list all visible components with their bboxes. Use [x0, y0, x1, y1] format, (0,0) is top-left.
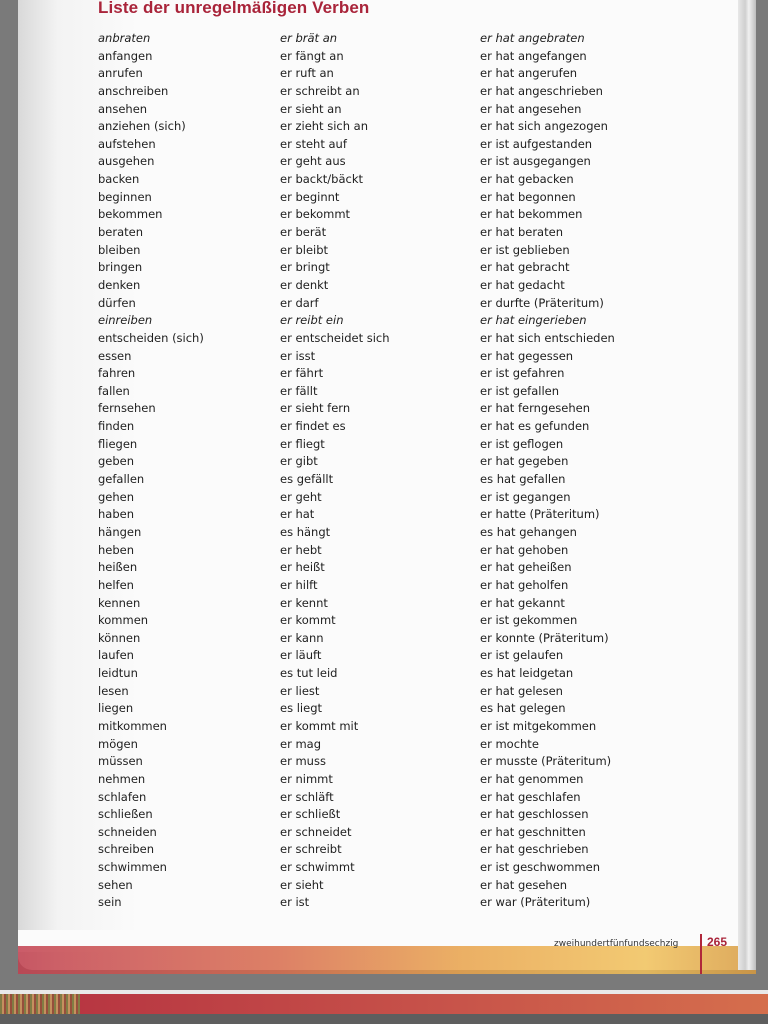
verb-present: er läuft [280, 648, 322, 663]
verb-infinitive: bleiben [98, 242, 141, 257]
verb-infinitive: bekommen [98, 207, 163, 222]
verb-infinitive: ansehen [98, 101, 148, 116]
verb-row [98, 365, 678, 383]
verb-perfect: er hat angefangen [480, 48, 587, 63]
verb-row [98, 489, 678, 507]
verb-infinitive: denken [98, 277, 141, 292]
verb-infinitive: anfangen [98, 48, 153, 63]
footer-divider [700, 934, 702, 974]
verb-perfect: er ist ausgegangen [480, 154, 591, 169]
verb-present: er hat [280, 507, 315, 522]
verb-present: er backt/bäckt [280, 172, 364, 187]
verb-row [98, 30, 678, 48]
verb-present: er bleibt [280, 242, 329, 257]
verb-perfect: er hat es gefunden [480, 419, 590, 434]
verb-perfect: er ist mitgekommen [480, 718, 597, 733]
verb-row [98, 383, 678, 401]
verb-perfect: er ist geschwommen [480, 860, 600, 875]
background-strip [0, 1014, 768, 1024]
verb-row [98, 700, 678, 718]
verb-row [98, 277, 678, 295]
verb-present: er hebt [280, 542, 322, 557]
verb-row [98, 312, 678, 330]
verb-infinitive: ausgehen [98, 154, 155, 169]
verb-present: er ist [280, 895, 310, 910]
verb-perfect: er hat gehoben [480, 542, 569, 557]
verb-infinitive: kommen [98, 613, 149, 628]
verb-perfect: er hat ferngesehen [480, 401, 590, 416]
verb-perfect: er hat eingerieben [480, 313, 587, 328]
verb-infinitive: gefallen [98, 472, 145, 487]
verb-table [98, 30, 678, 912]
verb-perfect: er hat bekommen [480, 207, 583, 222]
verb-perfect: er hatte (Präteritum) [480, 507, 600, 522]
verb-infinitive: geben [98, 454, 135, 469]
under-page-band [0, 994, 768, 1014]
verb-infinitive: mögen [98, 736, 138, 751]
verb-row [98, 330, 678, 348]
page-number: 265 [707, 935, 728, 949]
verb-row [98, 206, 678, 224]
verb-infinitive: laufen [98, 648, 134, 663]
verb-perfect: er ist geflogen [480, 436, 564, 451]
verb-present: er ruft an [280, 66, 334, 81]
verb-infinitive: anrufen [98, 66, 143, 81]
verb-infinitive: entscheiden (sich) [98, 330, 204, 345]
verb-present: er beginnt [280, 189, 340, 204]
verb-row [98, 436, 678, 454]
verb-infinitive: anziehen (sich) [98, 119, 186, 134]
verb-row [98, 612, 678, 630]
verb-perfect: er ist geblieben [480, 242, 570, 257]
verb-perfect: er hat gegeben [480, 454, 569, 469]
verb-perfect: er konnte (Präteritum) [480, 630, 609, 645]
verb-present: er mag [280, 736, 322, 751]
verb-infinitive: leidtun [98, 666, 138, 681]
verb-row [98, 471, 678, 489]
verb-infinitive: schneiden [98, 824, 157, 839]
verb-perfect: er durfte (Präteritum) [480, 295, 604, 310]
verb-present: er nimmt [280, 771, 333, 786]
verb-present: es gefällt [280, 472, 334, 487]
verb-row [98, 418, 678, 436]
verb-present: er entscheidet sich [280, 330, 390, 345]
verb-infinitive: lesen [98, 683, 129, 698]
verb-perfect: es hat leidgetan [480, 666, 574, 681]
verb-present: er muss [280, 754, 326, 769]
verb-perfect: er hat angerufen [480, 66, 578, 81]
verb-row [98, 48, 678, 66]
verb-present: er fällt [280, 383, 318, 398]
verb-present: er isst [280, 348, 316, 363]
verb-present: er brät an [280, 31, 338, 45]
verb-perfect: er hat geschrieben [480, 842, 589, 857]
verb-infinitive: helfen [98, 577, 134, 592]
verb-infinitive: bringen [98, 260, 143, 275]
verb-present: er hilft [280, 577, 318, 592]
verb-row [98, 153, 678, 171]
verb-present: er kommt mit [280, 718, 359, 733]
verb-present: er schließt [280, 807, 341, 822]
verb-present: er sieht [280, 877, 324, 892]
verb-perfect: er war (Präteritum) [480, 895, 591, 910]
verb-row [98, 877, 678, 895]
verb-infinitive: fliegen [98, 436, 138, 451]
verb-perfect: es hat gehangen [480, 524, 577, 539]
verb-present: er liest [280, 683, 320, 698]
verb-present: er fliegt [280, 436, 325, 451]
verb-row [98, 101, 678, 119]
verb-row [98, 224, 678, 242]
verb-infinitive: heben [98, 542, 135, 557]
verb-perfect: er ist gekommen [480, 613, 578, 628]
verb-row [98, 242, 678, 260]
verb-present: er reibt ein [280, 313, 344, 328]
verb-present: er kennt [280, 595, 328, 610]
verb-infinitive: schreiben [98, 842, 155, 857]
verb-row [98, 65, 678, 83]
verb-perfect: er hat gedacht [480, 277, 565, 292]
verb-infinitive: fernsehen [98, 401, 156, 416]
verb-row [98, 771, 678, 789]
verb-row [98, 753, 678, 771]
verb-infinitive: schlafen [98, 789, 147, 804]
verb-infinitive: können [98, 630, 141, 645]
verb-row [98, 841, 678, 859]
verb-present: er findet es [280, 419, 346, 434]
verb-present: er schneidet [280, 824, 352, 839]
verb-perfect: er ist gefallen [480, 383, 560, 398]
page-edge [738, 0, 756, 970]
verb-row [98, 718, 678, 736]
verb-perfect: er hat geschnitten [480, 824, 586, 839]
verb-infinitive: finden [98, 419, 135, 434]
verb-infinitive: müssen [98, 754, 143, 769]
book-page [18, 0, 756, 970]
verb-row [98, 542, 678, 560]
verb-present: es hängt [280, 524, 331, 539]
verb-infinitive: haben [98, 507, 134, 522]
verb-infinitive: hängen [98, 524, 142, 539]
verb-row [98, 683, 678, 701]
verb-infinitive: beginnen [98, 189, 152, 204]
verb-row [98, 824, 678, 842]
verb-perfect: es hat gelegen [480, 701, 566, 716]
page-title: Liste der unregelmäßigen Verben [98, 0, 370, 17]
verb-present: er fährt [280, 366, 324, 381]
verb-present: es liegt [280, 701, 322, 716]
verb-present: er fängt an [280, 48, 344, 63]
verb-row [98, 348, 678, 366]
verb-row [98, 506, 678, 524]
verb-infinitive: fahren [98, 366, 136, 381]
verb-infinitive: fallen [98, 383, 130, 398]
verb-present: er geht aus [280, 154, 346, 169]
verb-row [98, 595, 678, 613]
verb-infinitive: backen [98, 172, 140, 187]
verb-row [98, 630, 678, 648]
verb-row [98, 400, 678, 418]
verb-present: er heißt [280, 560, 325, 575]
verb-perfect: er hat geschlafen [480, 789, 581, 804]
verb-perfect: er ist gegangen [480, 489, 571, 504]
verb-present: er kommt [280, 613, 336, 628]
verb-perfect: er hat geschlossen [480, 807, 589, 822]
verb-infinitive: essen [98, 348, 132, 363]
verb-row [98, 524, 678, 542]
verb-row [98, 259, 678, 277]
verb-present: er denkt [280, 277, 329, 292]
verb-row [98, 665, 678, 683]
verb-infinitive: heißen [98, 560, 138, 575]
verb-perfect: er hat sich entschieden [480, 330, 615, 345]
verb-perfect: er hat geheißen [480, 560, 572, 575]
verb-infinitive: kennen [98, 595, 141, 610]
verb-row [98, 789, 678, 807]
verb-infinitive: schwimmen [98, 860, 167, 875]
verb-row [98, 859, 678, 877]
verb-perfect: er hat beraten [480, 225, 563, 240]
verb-present: er steht auf [280, 136, 347, 151]
verb-perfect: er hat angebraten [480, 31, 585, 45]
verb-present: er darf [280, 295, 319, 310]
verb-perfect: er hat gekannt [480, 595, 565, 610]
verb-infinitive: anschreiben [98, 83, 169, 98]
verb-present: er berät [280, 225, 327, 240]
verb-row [98, 171, 678, 189]
verb-present: er schwimmt [280, 860, 355, 875]
verb-row [98, 647, 678, 665]
verb-present: er schreibt an [280, 83, 360, 98]
verb-row [98, 83, 678, 101]
verb-perfect: er hat genommen [480, 771, 584, 786]
verb-row [98, 806, 678, 824]
verb-row [98, 453, 678, 471]
verb-infinitive: gehen [98, 489, 135, 504]
verb-present: er sieht fern [280, 401, 351, 416]
verb-perfect: er ist aufgestanden [480, 136, 593, 151]
verb-present: er bekommt [280, 207, 351, 222]
verb-perfect: er hat angesehen [480, 101, 582, 116]
verb-infinitive: einreiben [98, 313, 153, 328]
verb-perfect: er hat gelesen [480, 683, 563, 698]
verb-infinitive: anbraten [98, 31, 151, 45]
verb-perfect: er hat sich angezogen [480, 119, 608, 134]
verb-row [98, 189, 678, 207]
verb-perfect: er hat geholfen [480, 577, 569, 592]
verb-row [98, 136, 678, 154]
verb-infinitive: schließen [98, 807, 153, 822]
verb-row [98, 559, 678, 577]
verb-infinitive: aufstehen [98, 136, 156, 151]
verb-present: er kann [280, 630, 324, 645]
verb-infinitive: dürfen [98, 295, 136, 310]
verb-infinitive: mitkommen [98, 718, 167, 733]
verb-present: er sieht an [280, 101, 342, 116]
verb-infinitive: sehen [98, 877, 133, 892]
verb-present: er gibt [280, 454, 318, 469]
verb-perfect: er hat gebracht [480, 260, 570, 275]
verb-present: er zieht sich an [280, 119, 369, 134]
verb-row [98, 295, 678, 313]
verb-present: er bringt [280, 260, 330, 275]
verb-perfect: er hat gegessen [480, 348, 574, 363]
verb-row [98, 736, 678, 754]
verb-infinitive: nehmen [98, 771, 146, 786]
verb-perfect: es hat gefallen [480, 472, 566, 487]
verb-perfect: er ist gelaufen [480, 648, 564, 663]
verb-perfect: er hat angeschrieben [480, 83, 603, 98]
verb-present: er schläft [280, 789, 334, 804]
verb-row [98, 577, 678, 595]
verb-row [98, 894, 678, 912]
verb-row [98, 118, 678, 136]
page-number-words: zweihundertfünfundsechzig [554, 939, 679, 949]
verb-perfect: er musste (Präteritum) [480, 754, 612, 769]
verb-infinitive: beraten [98, 225, 144, 240]
verb-present: er schreibt [280, 842, 342, 857]
verb-perfect: er ist gefahren [480, 366, 565, 381]
verb-perfect: er hat gesehen [480, 877, 568, 892]
verb-infinitive: sein [98, 895, 122, 910]
verb-infinitive: liegen [98, 701, 134, 716]
footer-color-band [18, 946, 756, 974]
verb-present: er geht [280, 489, 322, 504]
verb-perfect: er hat gebacken [480, 172, 574, 187]
verb-perfect: er mochte [480, 736, 539, 751]
verb-perfect: er hat begonnen [480, 189, 576, 204]
verb-present: es tut leid [280, 666, 338, 681]
